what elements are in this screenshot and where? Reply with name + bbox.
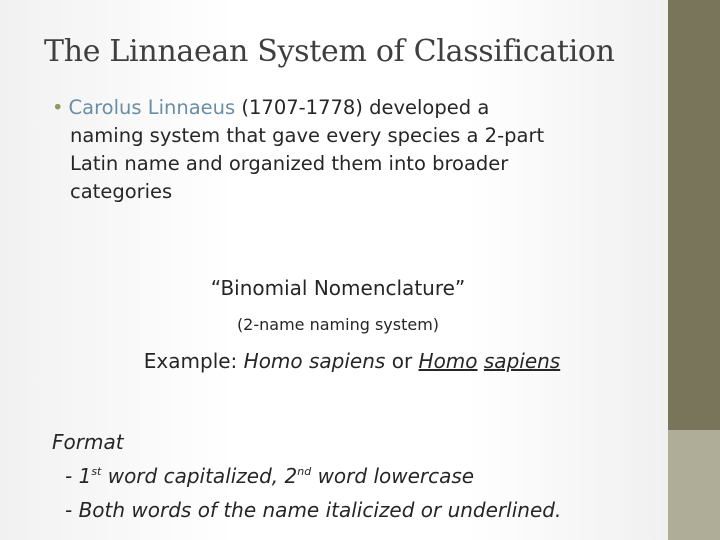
example-or: or: [385, 349, 419, 373]
slide-title: The Linnaean System of Classification: [44, 34, 615, 69]
format-item-1: [52, 459, 561, 493]
bullet-line-1-text: (1707-1778) developed a: [235, 96, 490, 119]
example-label: Example:: [143, 349, 244, 373]
format-item-2: - Both words of the name italicized or underlined.: [65, 498, 562, 522]
format-heading: Format: [52, 430, 124, 454]
format-item-1-sup-nd: nd: [297, 465, 312, 478]
example-line: [18, 349, 686, 373]
example-italic-name: Homo sapiens: [243, 349, 386, 373]
binomial-nomenclature-heading: “Binomial Nomenclature”: [210, 276, 466, 300]
bullet-line-2: naming system that gave every species a 2-part: [70, 124, 545, 147]
format-item-1-post: word lowercase: [311, 464, 475, 488]
binomial-nomenclature-subtitle: (2-name naming system): [236, 315, 440, 334]
bullet-icon: •: [52, 96, 64, 119]
side-stripe-light: [668, 430, 720, 540]
format-item-1-sup-st: st: [91, 465, 102, 478]
example-underlined-species: sapiens: [483, 349, 561, 373]
format-section: [52, 425, 561, 527]
format-item-1-pre: - 1: [65, 464, 92, 488]
format-item-1-mid: word capitalized, 2: [101, 464, 298, 488]
bullet-paragraph: [52, 94, 622, 206]
bullet-line-4: categories: [70, 180, 173, 203]
bullet-line-3: Latin name and organized them into broader: [70, 152, 509, 175]
bullet-line-1: [52, 94, 622, 122]
linnaeus-name: Carolus Linnaeus: [68, 96, 236, 119]
example-underlined-genus: Homo: [418, 349, 478, 373]
